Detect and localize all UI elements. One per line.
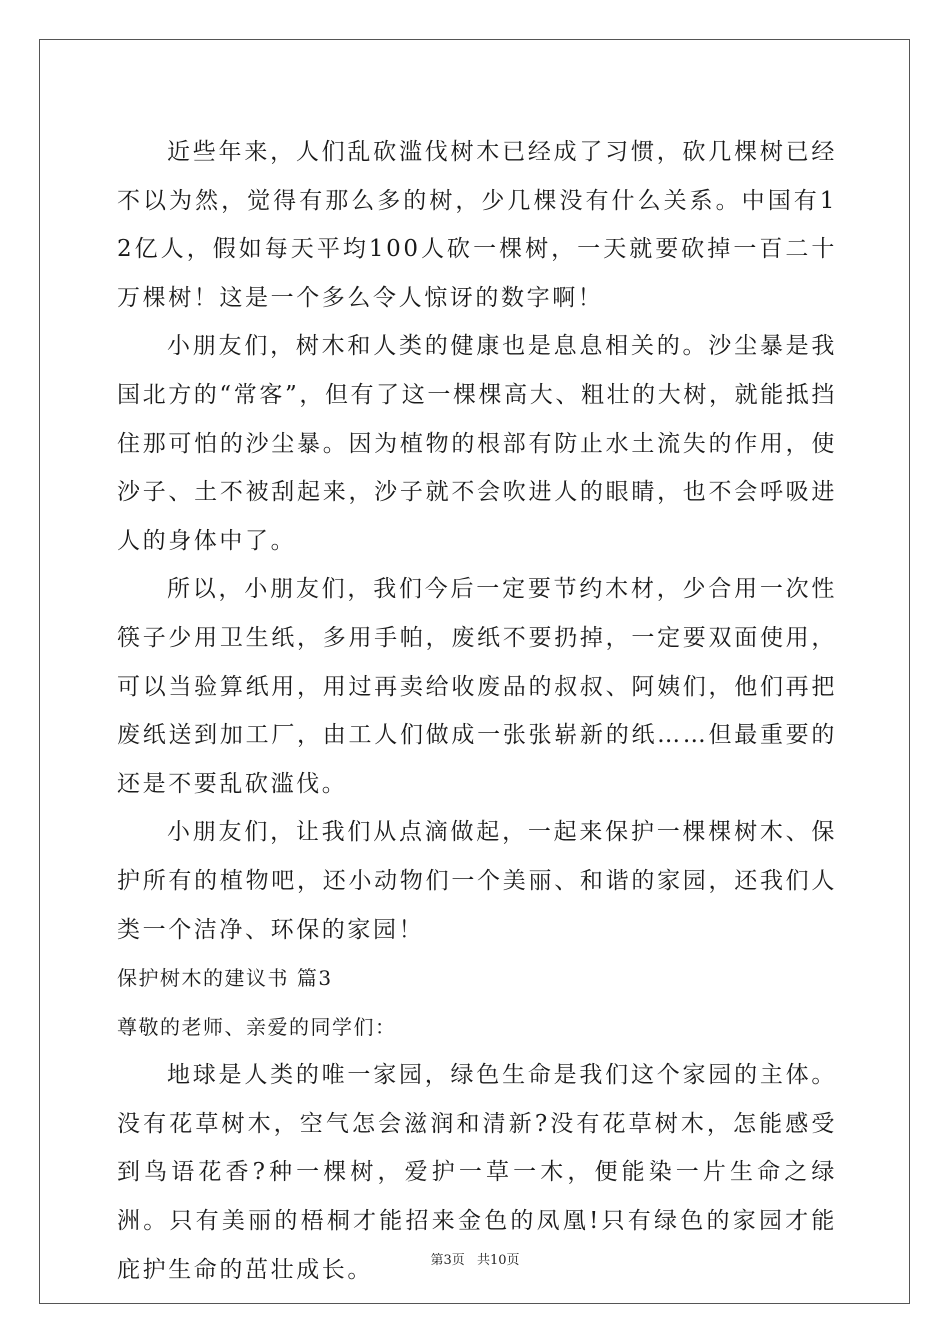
section-heading: 保护树木的建议书 篇3: [117, 966, 333, 991]
document-body: [117, 128, 837, 1294]
page-footer: [0, 1249, 950, 1268]
page-number-current: 第3页: [430, 1253, 465, 1268]
paragraph-green-home: 地球是人类的唯一家园，绿色生命是我们这个家园的主体。没有花草树木，空气怎会滋润和清新?没有花草树木，怎能感受到鸟语花香?种一棵树，爱护一草一木，便能染一片生命之绿洲。只有美丽的梧桐才能招来金色的凤凰!只有绿色的家园才能庇护生命的茁壮成长。: [117, 1062, 837, 1283]
page-number-total: 共10页: [476, 1253, 520, 1268]
paragraph-save-wood: 所以，小朋友们，我们今后一定要节约木材，少合用一次性筷子少用卫生纸，多用手帕，废纸不要扔掉，一定要双面使用，可以当验算纸用，用过再卖给收废品的叔叔、阿姨们，他们再把废纸送到加工厂，由工人们做成一张张崭新的纸……但最重要的还是不要乱砍滥伐。: [117, 576, 837, 797]
salutation: 尊敬的老师、亲爱的同学们：: [117, 1014, 397, 1039]
paragraph-sandstorm: 小朋友们，树木和人类的健康也是息息相关的。沙尘暴是我国北方的“常客”，但有了这一棵棵高大、粗壮的大树，就能抵挡住那可怕的沙尘暴。因为植物的根部有防止水土流失的作用，使沙子、土不被刮起来，沙子就不会吹进人的眼睛，也不会呼吸进人的身体中了。: [117, 333, 837, 554]
paragraph-overuse-of-trees: 近些年来，人们乱砍滥伐树木已经成了习惯，砍几棵树已经不以为然，觉得有那么多的树，少几棵没有什么关系。中国有12亿人，假如每天平均100人砍一棵树，一天就要砍掉一百二十万棵树！这是一个多么令人惊讶的数字啊！: [117, 139, 837, 311]
paragraph-call-to-action: 小朋友们，让我们从点滴做起，一起来保护一棵棵树木、保护所有的植物吧，还小动物们一个美丽、和谐的家园，还我们人类一个洁净、环保的家园！: [117, 819, 837, 943]
